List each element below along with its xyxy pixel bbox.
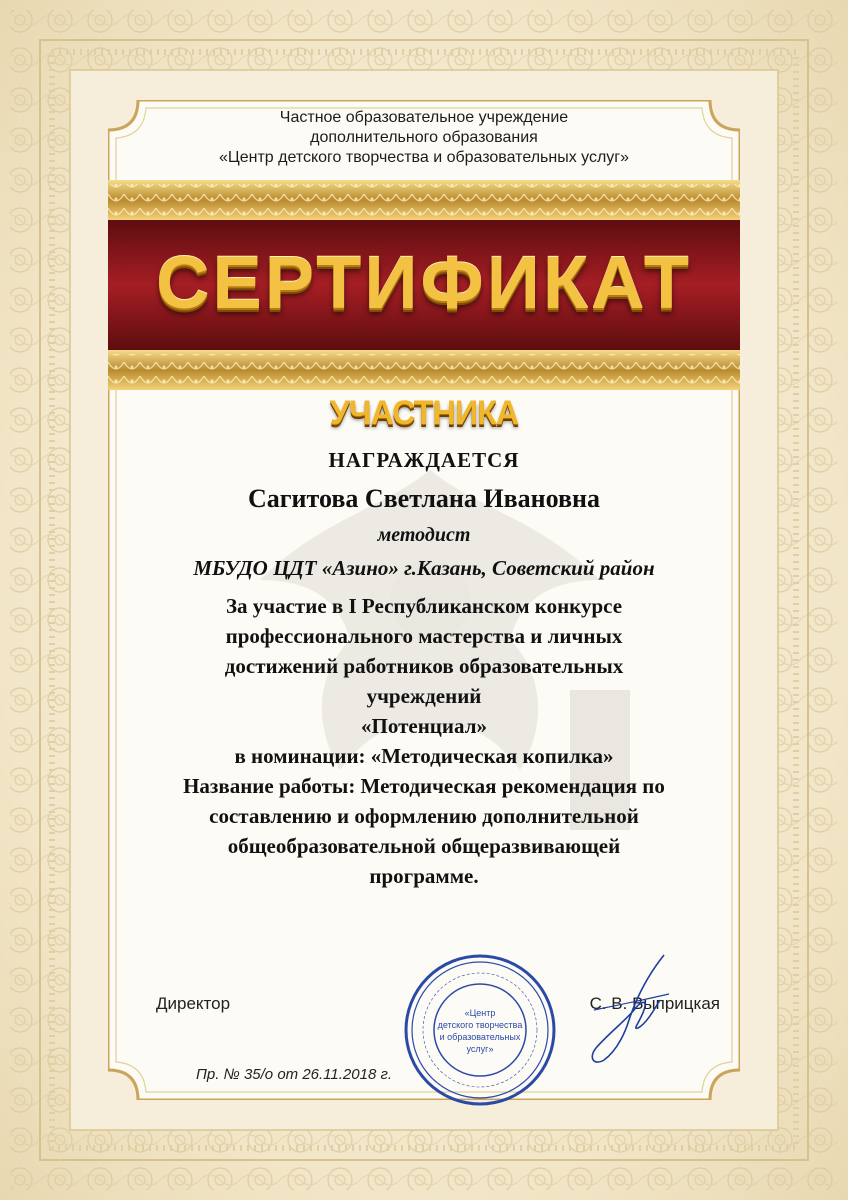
reason-line: За участие в I Республиканском конкурсе	[225, 594, 623, 618]
reason-line: учреждений	[366, 684, 482, 708]
award-reason	[118, 591, 730, 891]
certificate-title: СЕРТИФИКАТ	[155, 241, 693, 324]
recipient-position: методист	[377, 524, 471, 546]
org-line-2: дополнительного образования	[310, 129, 538, 146]
reason-line: профессионального мастерства и личных	[225, 624, 623, 648]
stamp-text: «Центр	[464, 1008, 496, 1018]
reason-line: «Потенциал»	[361, 714, 487, 738]
reason-line: Название работы: Методическая рекомендация по	[183, 774, 665, 798]
reason-line: в номинации: «Методическая копилка»	[234, 744, 614, 768]
certificate-subtitle: УЧАСТНИКА	[329, 394, 519, 432]
recipient-organization: МБУДО ЦДТ «Азино» г.Казань, Советский район	[193, 556, 655, 580]
stamp-text: услуг»	[466, 1044, 494, 1054]
stamp-text: детского творчества	[437, 1020, 523, 1030]
reason-line: общеобразовательной общеразвивающей	[227, 834, 621, 858]
reason-line: достижений работников образовательных	[224, 654, 624, 678]
organization-stamp	[400, 950, 560, 1110]
handwritten-signature	[574, 950, 684, 1070]
order-number: Пр. № 35/о от 26.11.2018 г.	[196, 1066, 393, 1083]
director-label: Директор	[156, 994, 231, 1013]
reason-line: составлению и оформлению дополнительной	[209, 804, 639, 828]
reason-line: программе.	[369, 864, 479, 888]
awarded-heading: НАГРАЖДАЕТСЯ	[328, 448, 520, 472]
stamp-text: и образовательных	[439, 1032, 521, 1042]
org-line-3: «Центр детского творчества и образовательных услуг»	[218, 149, 630, 166]
recipient-name: Сагитова Светлана Ивановна	[247, 484, 601, 513]
director-name: С. В. Выприцкая	[589, 994, 720, 1013]
org-line-1: Частное образовательное учреждение	[279, 109, 569, 126]
organization-header	[108, 108, 740, 168]
